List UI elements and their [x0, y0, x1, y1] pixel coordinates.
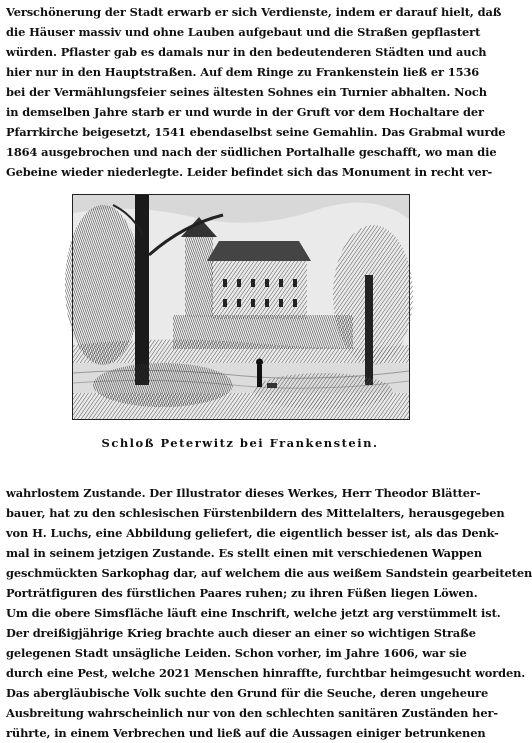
text-line: von H. Luchs, eine Abbildung geliefert, die eigentlich besser ist, als das Denk- [6, 526, 499, 540]
text-line: in demselben Jahre starb er und wurde in der Gruft vor dem Hochaltare der [6, 105, 484, 119]
text-line: 1864 ausgebrochen und nach der südlichen Portalhalle geschafft, wo man die [6, 145, 497, 159]
text-line: würden. Pflaster gab es damals nur in den bedeutenderen Städten und auch [6, 45, 487, 59]
engraving-image [73, 195, 409, 419]
text-line: Das abergläubische Volk suchte den Grund für die Seuche, deren ungeheure [6, 686, 489, 700]
figure-caption: Schloß Peterwitz bei Frankenstein. [101, 436, 379, 450]
text-line: Porträtfiguren des fürstlichen Paares ruhen; zu ihren Füßen liegen Löwen. [6, 586, 478, 600]
castle-engraving-illustration [72, 194, 410, 420]
text-line: Verschönerung der Stadt erwarb er sich Verdienste, indem er darauf hielt, daß [6, 5, 502, 19]
text-line: Der dreißigjährige Krieg brachte auch dieser an einer so wichtigen Straße [6, 626, 476, 640]
text-line: geschmückten Sarkophag dar, auf welchem die aus weißem Sandstein gearbeiteten [6, 566, 532, 580]
text-line: Pfarrkirche beigesetzt, 1541 ebendaselbst seine Gemahlin. Das Grabmal wurde [6, 125, 506, 139]
paragraph-bottom [6, 483, 532, 743]
text-line: rührte, in einem Verbrechen und ließ auf die Aussagen einiger betrunkenen [6, 726, 486, 740]
text-line: hier nur in den Hauptstraßen. Auf dem Ringe zu Frankenstein ließ er 1536 [6, 65, 480, 79]
text-line: durch eine Pest, welche 2021 Menschen hinraffte, furchtbar heimgesucht worden. [6, 666, 526, 680]
text-line: bauer, hat zu den schlesischen Fürstenbildern des Mittelalters, herausgegeben [6, 506, 505, 520]
text-line: Um die obere Simsfläche läuft eine Inschrift, welche jetzt arg verstümmelt ist. [6, 606, 501, 620]
text-line: die Häuser massiv und ohne Lauben aufgebaut und die Straßen gepflastert [6, 25, 481, 39]
text-line: wahrlostem Zustande. Der Illustrator dieses Werkes, Herr Theodor Blätter- [6, 486, 481, 500]
text-line: bei der Vermählungsfeier seines ältesten Sohnes ein Turnier abhalten. Noch [6, 85, 487, 99]
text-line: mal in seinem jetzigen Zustande. Es stellt einen mit verschiedenen Wappen [6, 546, 483, 560]
text-line: Gebeine wieder niederlegte. Leider befindet sich das Monument in recht ver- [6, 165, 493, 179]
text-line: gelegenen Stadt unsägliche Leiden. Schon vorher, im Jahre 1606, war sie [6, 646, 467, 660]
paragraph-top [6, 2, 506, 182]
text-line: Ausbreitung wahrscheinlich nur von den schlechten sanitären Zuständen her- [6, 706, 499, 720]
